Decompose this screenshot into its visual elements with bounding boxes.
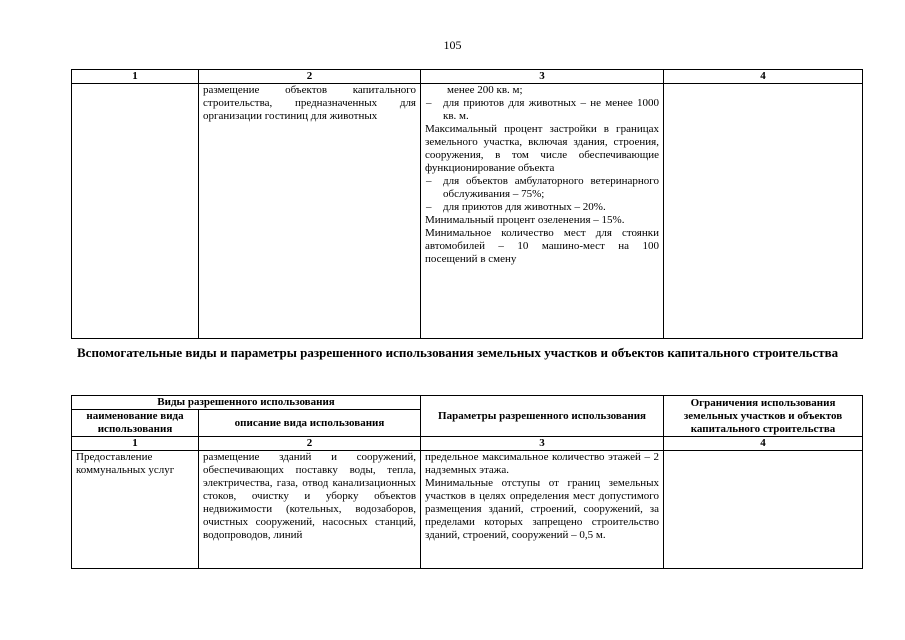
header-limits: Ограничения использования земельных участков и объектов капитального строительства [664,396,863,437]
cell-limits [664,84,863,339]
col-number-4: 4 [664,70,863,84]
section-title: Вспомогательные виды и параметры разрешенного использования земельных участков и объектов капитального строительства [77,345,839,360]
params-list-1 [425,97,659,123]
continuation-table [71,69,863,339]
col-number-1: 1 [72,70,199,84]
page-number: 105 [443,38,462,52]
col-number-2: 2 [199,437,421,451]
col-number-3: 3 [421,70,664,84]
params-intro: менее 200 кв. м; [447,84,523,96]
header-parameters: Параметры разрешенного использования [421,396,664,437]
params-paragraph: Минимальное количество мест для стоянки автомобилей – 10 машино-мест на 100 посещений в смену [425,227,659,265]
header-row-1 [72,396,863,410]
params-paragraph: Минимальные отступы от границ земельных участков в целях определения мест допустимого размещения зданий, строений, сооружений, за пределами которых запрещено строительство зданий, строений, сооружений – 0,5 м. [425,477,660,541]
cell-parameters [421,451,664,569]
cell-description: размещение зданий и сооружений, обеспечивающих поставку воды, тепла, электричества, газа, отвод канализационных стоков, очистку и уборку объектов недвижимости (котельных, водозаборов, очистных сооружений, насосных станций, водопроводов, линий [199,451,421,569]
col-number-2: 2 [199,70,421,84]
col-number-1: 1 [72,437,199,451]
cell-parameters [421,84,664,339]
table-row [72,84,863,339]
params-item: – для объектов амбулаторного ветеринарного обслуживания – 75%; [425,175,659,201]
params-item: – для приютов для животных – 20%. [425,201,659,214]
cell-name [72,84,199,339]
header-use-name: наименование вида использования [72,410,199,437]
params-paragraph: Минимальный процент озеленения – 15%. [425,214,625,226]
cell-limits [664,451,863,569]
params-paragraph: предельное максимальное количество этажей – 2 надземных этажа. [425,451,660,476]
column-number-row [72,70,863,84]
table-row [72,451,863,569]
col-number-4: 4 [664,437,863,451]
header-use-types: Виды разрешенного использования [72,396,421,410]
col-number-3: 3 [421,437,664,451]
header-use-description: описание вида использования [199,410,421,437]
params-list-2 [425,175,659,214]
params-paragraph: Максимальный процент застройки в границах земельного участка, включая здания, строения, сооружения, в том числе обеспечивающие функционирование объекта [425,123,659,174]
cell-name: Предоставление коммунальных услуг [72,451,199,569]
cell-description: размещение объектов капитального строительства, предназначенных для организации гостиниц для животных [199,84,421,339]
auxiliary-uses-table [71,395,863,569]
column-number-row [72,437,863,451]
params-item: – для приютов для животных – не менее 1000 кв. м. [425,97,659,123]
